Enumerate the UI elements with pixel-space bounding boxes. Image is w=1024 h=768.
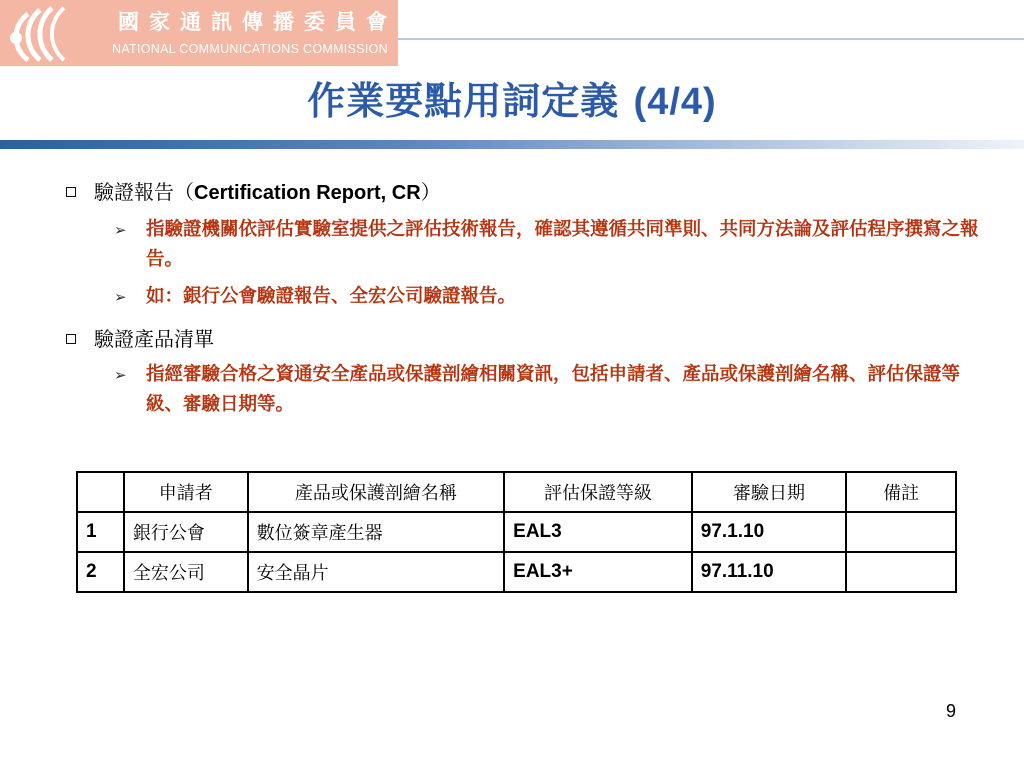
table-header-cell: 審驗日期 [692,472,847,512]
bullet-certified-product-list [66,323,214,352]
table-cell [846,512,956,552]
sub-bullet-cr-definition [114,215,994,275]
slide-title-text: 作業要點用詞定義 [307,78,620,123]
sub-bullet-text: 指經審驗合格之資通安全產品或保護剖繪相關資訊，包括申請者、產品或保護剖繪名稱、評估保證等級、審驗日期等。 [146,364,961,415]
slide-title-part: (4/4) [633,81,717,123]
certified-product-table [76,471,957,593]
table-cell: 97.1.10 [692,512,847,552]
table-cell: 1 [77,512,124,552]
bullet-prefix: 驗證產品清單 [94,327,214,351]
sub-bullet-text: 指驗證機關依評估實驗室提供之評估技術報告，確認其遵循共同準則、共同方法論及評估程序撰寫之報告。 [146,219,979,270]
table-row [77,512,956,552]
table-cell: EAL3 [504,512,692,552]
table-cell: 2 [77,552,124,592]
table-cell: 安全晶片 [248,552,505,592]
table-cell: EAL3+ [504,552,692,592]
sub-bullet-text: 如：銀行公會驗證報告、全宏公司驗證報告。 [146,286,517,307]
sub-bullet-cr-example [114,282,994,312]
square-bullet-icon [66,334,76,344]
title-gradient-bar [0,140,1024,149]
arrow-bullet-icon: ➢ [114,366,127,384]
table-header-cell: 產品或保護剖繪名稱 [248,472,505,512]
header-divider [398,38,1024,40]
arrow-bullet-icon: ➢ [114,221,127,239]
org-name-en: NATIONAL COMMUNICATIONS COMMISSION [112,42,388,56]
table-row [77,552,956,592]
bullet-english-term: Certification Report, CR [194,182,421,204]
bullet-prefix: 驗證報告（ [94,180,194,204]
ncc-signal-arcs-icon [6,4,90,62]
org-name-cn: 國家通訊傳播委員會 [118,9,397,34]
table-header-cell [77,472,124,512]
table-header-cell: 備註 [846,472,956,512]
table-cell: 銀行公會 [124,512,248,552]
bullet-certification-report [66,176,441,205]
table-cell: 數位簽章產生器 [248,512,505,552]
table-header-cell: 評估保證等級 [504,472,692,512]
arrow-bullet-icon: ➢ [114,288,127,306]
sub-bullet-list-definition [114,360,994,420]
slide-title [0,70,1024,125]
square-bullet-icon [66,187,76,197]
bullet-suffix: ） [420,180,441,204]
table-header-row [77,472,956,512]
header-logo-banner [0,0,398,66]
table-cell: 全宏公司 [124,552,248,592]
table-cell [846,552,956,592]
page-number: 9 [946,701,957,721]
table-cell: 97.11.10 [692,552,847,592]
table-header-cell: 申請者 [124,472,248,512]
